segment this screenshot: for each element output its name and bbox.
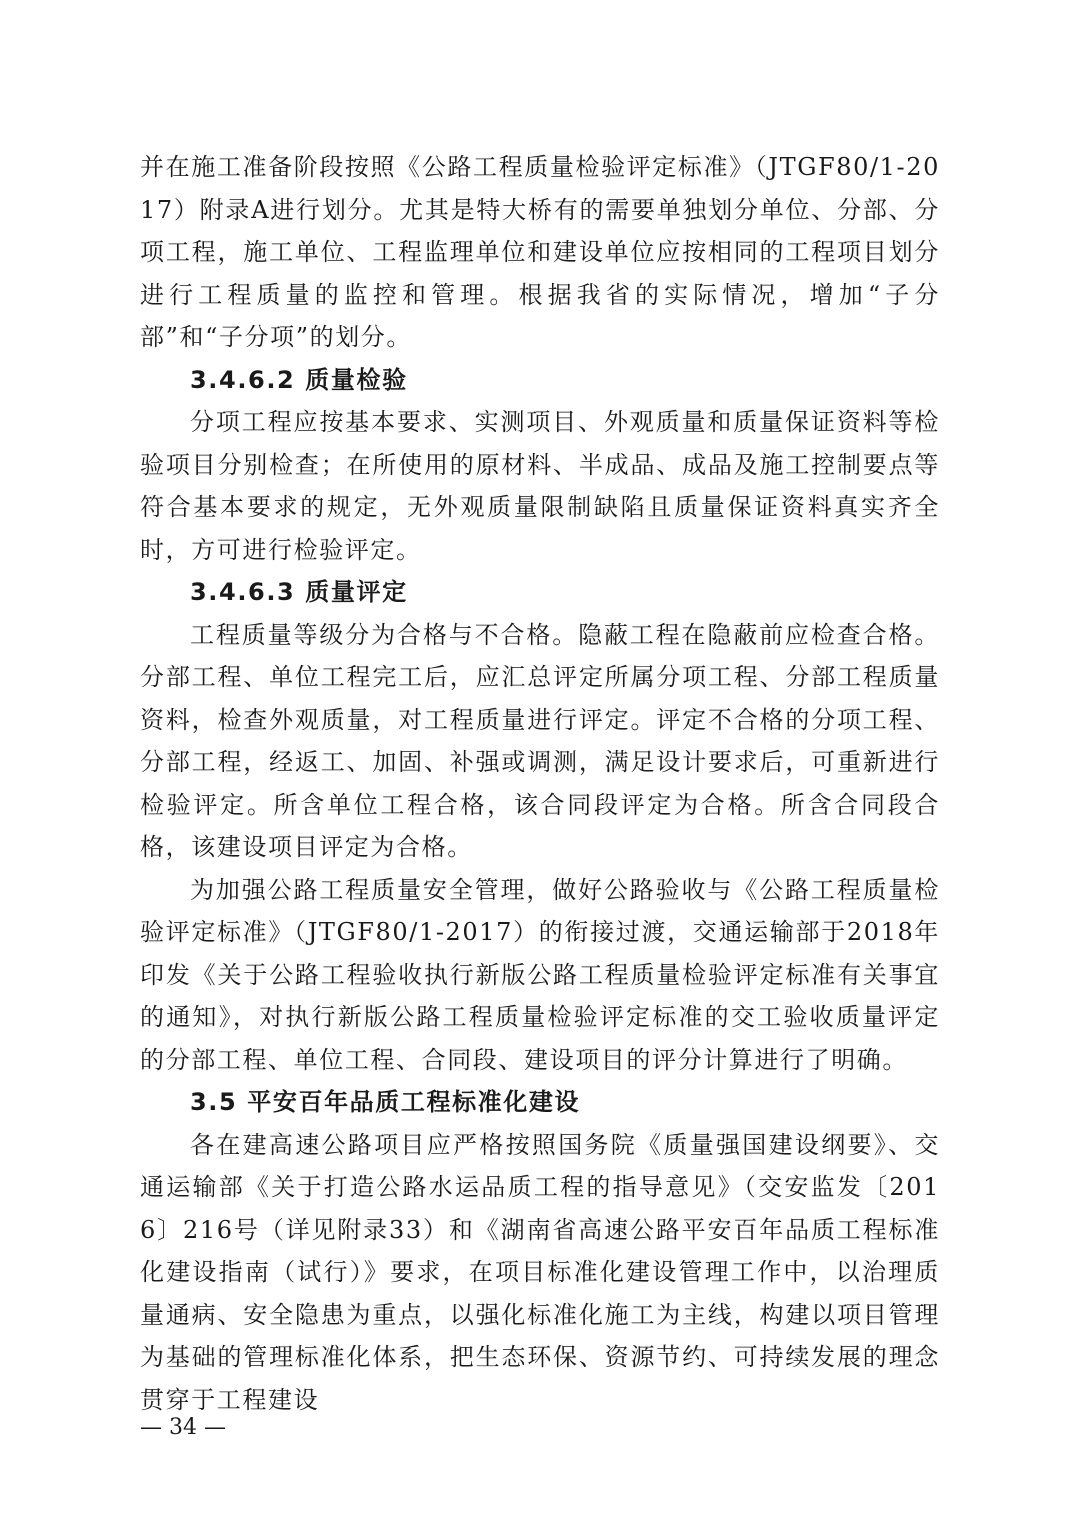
paragraph-quality-evaluation: 工程质量等级分为合格与不合格。隐蔽工程在隐蔽前应检查合格。分部工程、单位工程完工后，应汇总评定所属分项工程、分部工程质量资料，检查外观质量，对工程质量进行评定。评定不合格的分项工程、分部工程，经返工、加固、补强或调测，满足设计要求后，可重新进行检验评定。所含单位工程合格，该合同段评定为合格。所含合同段合格，该建设项目评定为合格。 xyxy=(140,620,940,861)
heading-standardization-construction: 3.5 平安百年品质工程标准化建设 xyxy=(190,1088,581,1116)
heading-quality-inspection: 3.4.6.2 质量检验 xyxy=(190,365,408,394)
page-number: — 34 — xyxy=(140,1415,226,1440)
paragraph-quality-inspection: 分项工程应按基本要求、实测项目、外观质量和质量保证资料等检验项目分别检查；在所使用的原材料、半成品、成品及施工控制要点等符合基本要求的规定，无外观质量限制缺陷且质量保证资料真实齐全时，方可进行检验评定。 xyxy=(140,408,940,564)
document-body xyxy=(140,146,940,1421)
heading-quality-evaluation: 3.4.6.3 质量评定 xyxy=(190,578,408,606)
paragraph-division-continuation: 并在施工准备阶段按照《公路工程质量检验评定标准》（JTGF80/1-2017）附录A进行划分。尤其是特大桥有的需要单独划分单位、分部、分项工程，施工单位、工程监理单位和建设单位应按相同的工程项目划分进行工程质量的监控和管理。根据我省的实际情况，增加“子分部”和“子分项”的划分。 xyxy=(140,153,940,351)
paragraph-transition-notice: 为加强公路工程质量安全管理，做好公路验收与《公路工程质量检验评定标准》（JTGF80/1-2017）的衔接过渡，交通运输部于2018年印发《关于公路工程验收执行新版公路工程质量检验评定标准有关事宜的通知》，对执行新版公路工程质量检验评定标准的交工验收质量评定的分部工程、单位工程、合同段、建设项目的评分计算进行了明确。 xyxy=(140,875,940,1074)
paragraph-standardization-construction: 各在建高速公路项目应严格按照国务院《质量强国建设纲要》、交通运输部《关于打造公路水运品质工程的指导意见》（交安监发〔2016〕216号（详见附录33）和《湖南省高速公路平安百年品质工程标准化建设指南（试行）》要求，在项目标准化建设管理工作中，以治理质量通病、安全隐患为重点，以强化标准化施工为主线，构建以项目管理为基础的管理标准化体系，把生态环保、资源节约、可持续发展的理念贯穿于工程建设 xyxy=(140,1130,940,1414)
